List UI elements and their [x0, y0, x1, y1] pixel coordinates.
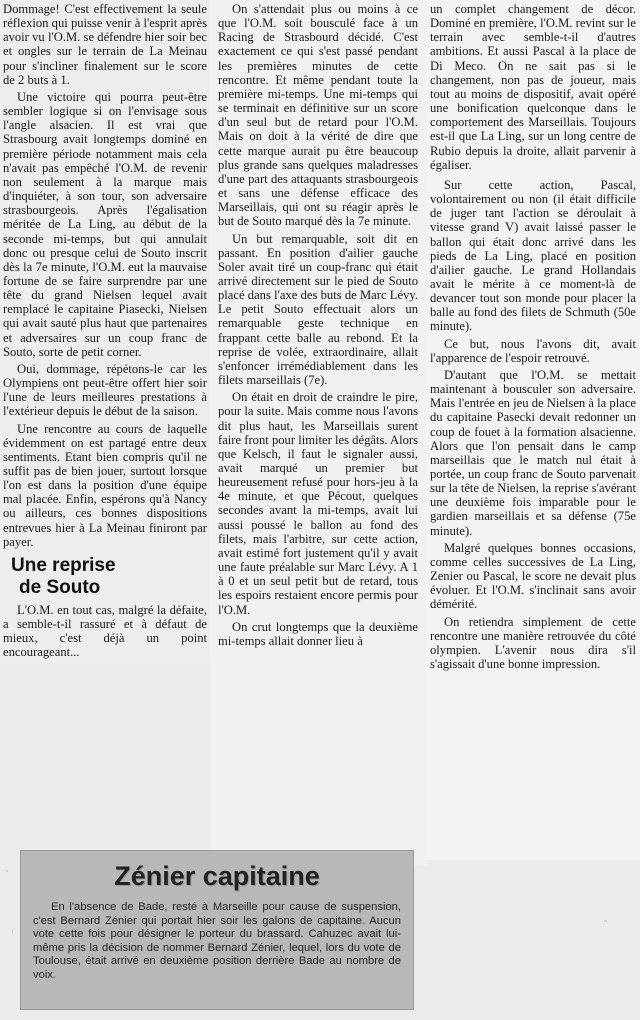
article-column-2 — [210, 0, 426, 865]
paragraph: On crut longtemps que la deuxième mi-temps allait donner lieu à — [218, 619, 418, 648]
paragraph: Oui, dommage, répétons-le car les Olympiens ont peut-être offert hier soir l'une de leurs meilleures prestations à l'extérieur depuis le début de la saison. — [3, 361, 207, 419]
paragraph: Une victoire qui pourra peut-être sembler logique si on l'envisage sous l'angle alsacien. Il est vrai que Strasbourg avait longtemps dominé en première période notamment mais cela n'avait pas empêché l'O.M. de revenir non seulement à la marque mais d'inquiéter, à son tour, son adversaire strasbourgeois. Après l'égalisation méritée de La Ling, au début de la seconde mi-temps, but qui annulait donc ou presque celui de Souto inscrit dès la 7e minute, l'O.M. eut la mauvaise fortune de se faire surprendre par une tête du grand Nielsen lequel avait remplacé le capitaine Piasecki, Nielsen qui avait sauté plus haut que partenaires et adversaires sur un coup franc de Souto, sorte de petit corner. — [3, 89, 207, 359]
paragraph: Une rencontre au cours de laquelle évidemment on est partagé entre deux sentiments. Etant bien compris qu'il ne suffit pas de bien jouer, surtout lorsque l'on est dans la position d'une équipe mal placée. Enfin, espérons qu'à Nancy ou ailleurs, ces bonnes dispositions entrevues hier à La Meinau finiront par payer. — [3, 421, 207, 549]
sidebar-text: En l'absence de Bade, resté à Marseille pour cause de suspension, c'est Bernard Zénier qui portait hier soir les galons de capitaine. Aucun vote cette fois pour désigner le porteur du brassard. Cahuzec avait lui-même pris la décision de nommer Bernard Zénier, lequel, lors du vote de Toulouse, était arrivé en deuxième position derrière Bade au nombre de voix. — [33, 901, 401, 981]
scan-speck — [604, 920, 607, 922]
subheading — [11, 555, 207, 599]
article-column-3 — [426, 0, 640, 860]
subheading-line-1: Une reprise — [11, 554, 116, 576]
paragraph: Un but remarquable, soit dit en passant. En position d'ailier gauche Soler avait tiré un coup-franc qui était arrivé directement sur le pied de Souto placé dans l'axe des buts de Marc Lévy. Le petit Souto effectuait alors un remarquable geste technique en frappant cette balle au rebond. Et la reprise de volée, extraordinaire, allait s'enfoncer irrémédiablement dans les filets marseillais (7e). — [218, 231, 418, 388]
sidebar-box — [20, 850, 414, 1010]
article-column-1 — [0, 0, 210, 663]
sidebar-title: Zénier capitaine — [114, 861, 320, 891]
paragraph: On était en droit de craindre le pire, pour la suite. Mais comme nous l'avons dit plus haut, les Marseillais surent faire front pour limiter les dégâts. Alors que Kelsch, il faut le signaler aussi, avait marqué un premier but heureusement refusé pour hors-jeu à la 4e minute, et que Pécout, quelques secondes avant la mi-temps, avait lui aussi poussé le ballon au fond des filets, mais l'arbitre, sur cette action, avait estimé fort justement qu'il y avait une faute préalable sur Marc Lévy. A 1 à 0 et un seul petit but de retard, tous les espoirs restaient encore permis pour l'O.M. — [218, 390, 418, 617]
paragraph: Dommage! C'est effectivement la seule réflexion qui puisse venir à l'esprit après avoir vu l'O.M. se défendre hier soir bec et ongles sur le terrain de La Meinau pour s'incliner finalement sur le score de 2 buts à 1. — [3, 2, 207, 87]
paragraph: On retiendra simplement de cette rencontre une manière retrouvée du côté olympien. L'avenir nous dira s'il s'agissait d'une bonne impression. — [430, 614, 636, 672]
paragraph: On s'attendait plus ou moins à ce que l'O.M. soit bousculé face à un Racing de Strasbourd décidé. C'est exactement ce qui s'est passé pendant les premières minutes de cette rencontre. Et même pendant toute la première mi-temps. Une mi-temps qui se terminait en définitive sur un score d'un seul but de retard pour l'O.M. Mais on doit à la vérité de dire que cette marque aurait pu être beaucoup plus grande sans quelques maladresses d'une part des attaquants strasbourgeois et sans une défense efficace des Marseillais, qui ont su réagir après le but de Souto marqué dès la 7e minute. — [218, 2, 418, 229]
scan-speck — [12, 930, 13, 933]
paragraph: Sur cette action, Pascal, volontairement ou non (il était difficile de juger tant l'action se déroulait à vitesse grand V) avait laissé passer le ballon qui était donc arrivé dans les pieds de La Ling, placé en position d'ailier gauche. Le grand Hollandais avait le mérite à ce moment-là de devancer tout son monde pour placer la balle au fond des filets de Schmuth (50e minute). — [430, 177, 636, 334]
paragraph: Ce but, nous l'avons dit, avait l'apparence de l'espoir retrouvé. — [430, 336, 636, 365]
paragraph: Malgré quelques bonnes occasions, comme celles successives de La Ling, Zenier ou Pascal, le score ne devait plus évoluer. Et l'O.M. s'inclinait sans avoir démérité. — [430, 540, 636, 612]
paragraph: un complet changement de décor. Dominé en première, l'O.M. revint sur le terrain avec semble-t-il d'autres ambitions. Et aussi Pascal à la place de Di Meco. On ne sait pas si le changement, non pas de joueur, mais tout au moins de dispositif, avait opéré une bonification quelconque dans le comportement des Marseillais. Toujours est-il que La Ling, sur un long centre de Rubio depuis la droite, allait parvenir à égaliser. — [430, 2, 636, 172]
paragraph: L'O.M. en tout cas, malgré la défaite, a semble-t-il rassuré et à défaut de mieux, c'est déjà un point encourageant... — [3, 602, 207, 660]
paragraph: D'autant que l'O.M. se mettait maintenant à bousculer son adversaire. Mais l'entrée en jeu de Nielsen à la place du capitaine Pasecki devait redonner un coup de fouet à la formation alsacienne. Alors que l'on pensait dans le camp marseillais que le match nul était à portée, un coup franc de Souto parvenait sur la tête de Nielsen, la reprise s'avérant une deuxième fois imparable pour le gardien marseillais et sa défense (75e minute). — [430, 367, 636, 538]
scan-speck — [6, 870, 8, 872]
subheading-line-2: de Souto — [19, 576, 101, 598]
